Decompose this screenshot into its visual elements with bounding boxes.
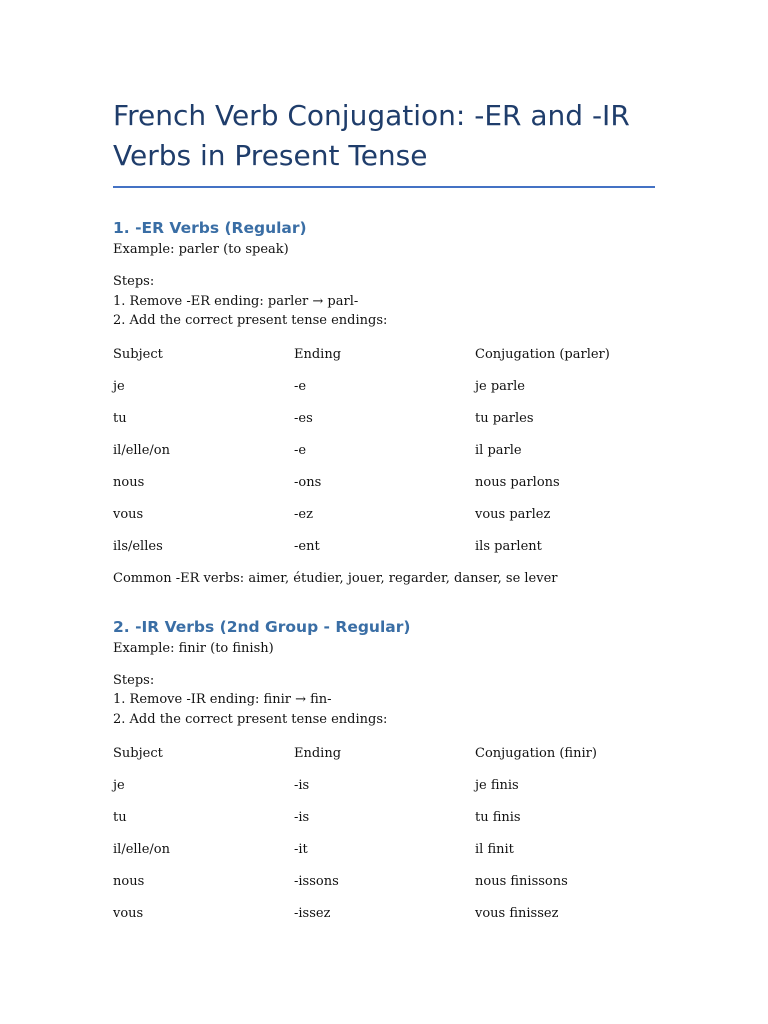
ending-cell: -it: [294, 841, 308, 857]
step-2: 2. Add the correct present tense endings:: [113, 711, 388, 727]
steps-block: [113, 671, 655, 730]
column-header-conjugation: Conjugation (finir): [475, 745, 597, 761]
document-title: French Verb Conjugation: -ER and -IR Verbs in Present Tense: [113, 96, 655, 188]
table-row: [113, 865, 655, 897]
steps-label: Steps:: [113, 274, 155, 289]
table-row: [113, 801, 655, 833]
column-header-subject: Subject: [113, 745, 163, 761]
table-row: [113, 403, 655, 435]
table-header-row: [113, 339, 655, 371]
subject-cell: vous: [113, 507, 144, 522]
table-row: [113, 769, 655, 801]
subject-cell: il/elle/on: [113, 443, 170, 458]
column-header-ending: Ending: [294, 347, 342, 362]
subject-cell: tu: [113, 411, 127, 426]
conjugation-cell: il finit: [475, 841, 514, 857]
conjugation-cell: tu finis: [475, 809, 521, 825]
ending-cell: -e: [294, 379, 307, 394]
example-text: Example: finir (to finish): [113, 640, 274, 656]
column-header-conjugation: Conjugation (parler): [475, 347, 610, 362]
subject-cell: ils/elles: [113, 539, 163, 554]
subject-cell: je: [113, 379, 125, 394]
column-header-ending: Ending: [294, 745, 342, 761]
conjugation-cell: ils parlent: [475, 539, 542, 554]
conjugation-cell: je parle: [475, 379, 525, 394]
conjugation-cell: tu parles: [475, 411, 534, 426]
document-page: [113, 96, 655, 929]
section-er-verbs: [113, 219, 655, 588]
common-verbs-note: Common -ER verbs: aimer, étudier, jouer, regarder, danser, se lever: [113, 570, 558, 586]
section-ir-verbs: [113, 618, 655, 930]
table-row: [113, 897, 655, 929]
subject-cell: nous: [113, 475, 145, 490]
ending-cell: -ent: [294, 539, 320, 554]
ending-cell: -ez: [294, 507, 313, 522]
conjugation-cell: vous parlez: [475, 507, 551, 522]
ending-cell: -is: [294, 809, 310, 825]
table-row: [113, 371, 655, 403]
table-row: [113, 435, 655, 467]
table-row: [113, 467, 655, 499]
table-row: [113, 499, 655, 531]
step-2: 2. Add the correct present tense endings:: [113, 313, 388, 328]
ir-conjugation-table: [113, 737, 655, 929]
er-conjugation-table: [113, 339, 655, 563]
subject-cell: il/elle/on: [113, 841, 170, 857]
section-heading: 1. -ER Verbs (Regular): [113, 219, 307, 237]
table-header-row: [113, 737, 655, 769]
section-heading: 2. -IR Verbs (2nd Group - Regular): [113, 617, 411, 636]
ending-cell: -es: [294, 411, 313, 426]
steps-label: Steps:: [113, 672, 155, 688]
table-row: [113, 531, 655, 563]
subject-cell: nous: [113, 873, 145, 889]
conjugation-cell: nous parlons: [475, 475, 560, 490]
step-1: 1. Remove -IR ending: finir → fin-: [113, 692, 332, 707]
subject-cell: vous: [113, 905, 144, 921]
subject-cell: je: [113, 777, 125, 793]
conjugation-cell: je finis: [475, 777, 519, 793]
conjugation-cell: nous finissons: [475, 873, 568, 889]
step-1: 1. Remove -ER ending: parler → parl-: [113, 293, 359, 309]
conjugation-cell: il parle: [475, 443, 522, 458]
ending-cell: -issez: [294, 905, 331, 921]
steps-block: [113, 272, 655, 331]
table-row: [113, 833, 655, 865]
ending-cell: -e: [294, 443, 307, 458]
column-header-subject: Subject: [113, 347, 163, 362]
subject-cell: tu: [113, 809, 127, 825]
ending-cell: -issons: [294, 873, 339, 889]
conjugation-cell: vous finissez: [475, 905, 559, 921]
ending-cell: -ons: [294, 475, 322, 490]
ending-cell: -is: [294, 777, 310, 793]
example-text: Example: parler (to speak): [113, 242, 289, 257]
